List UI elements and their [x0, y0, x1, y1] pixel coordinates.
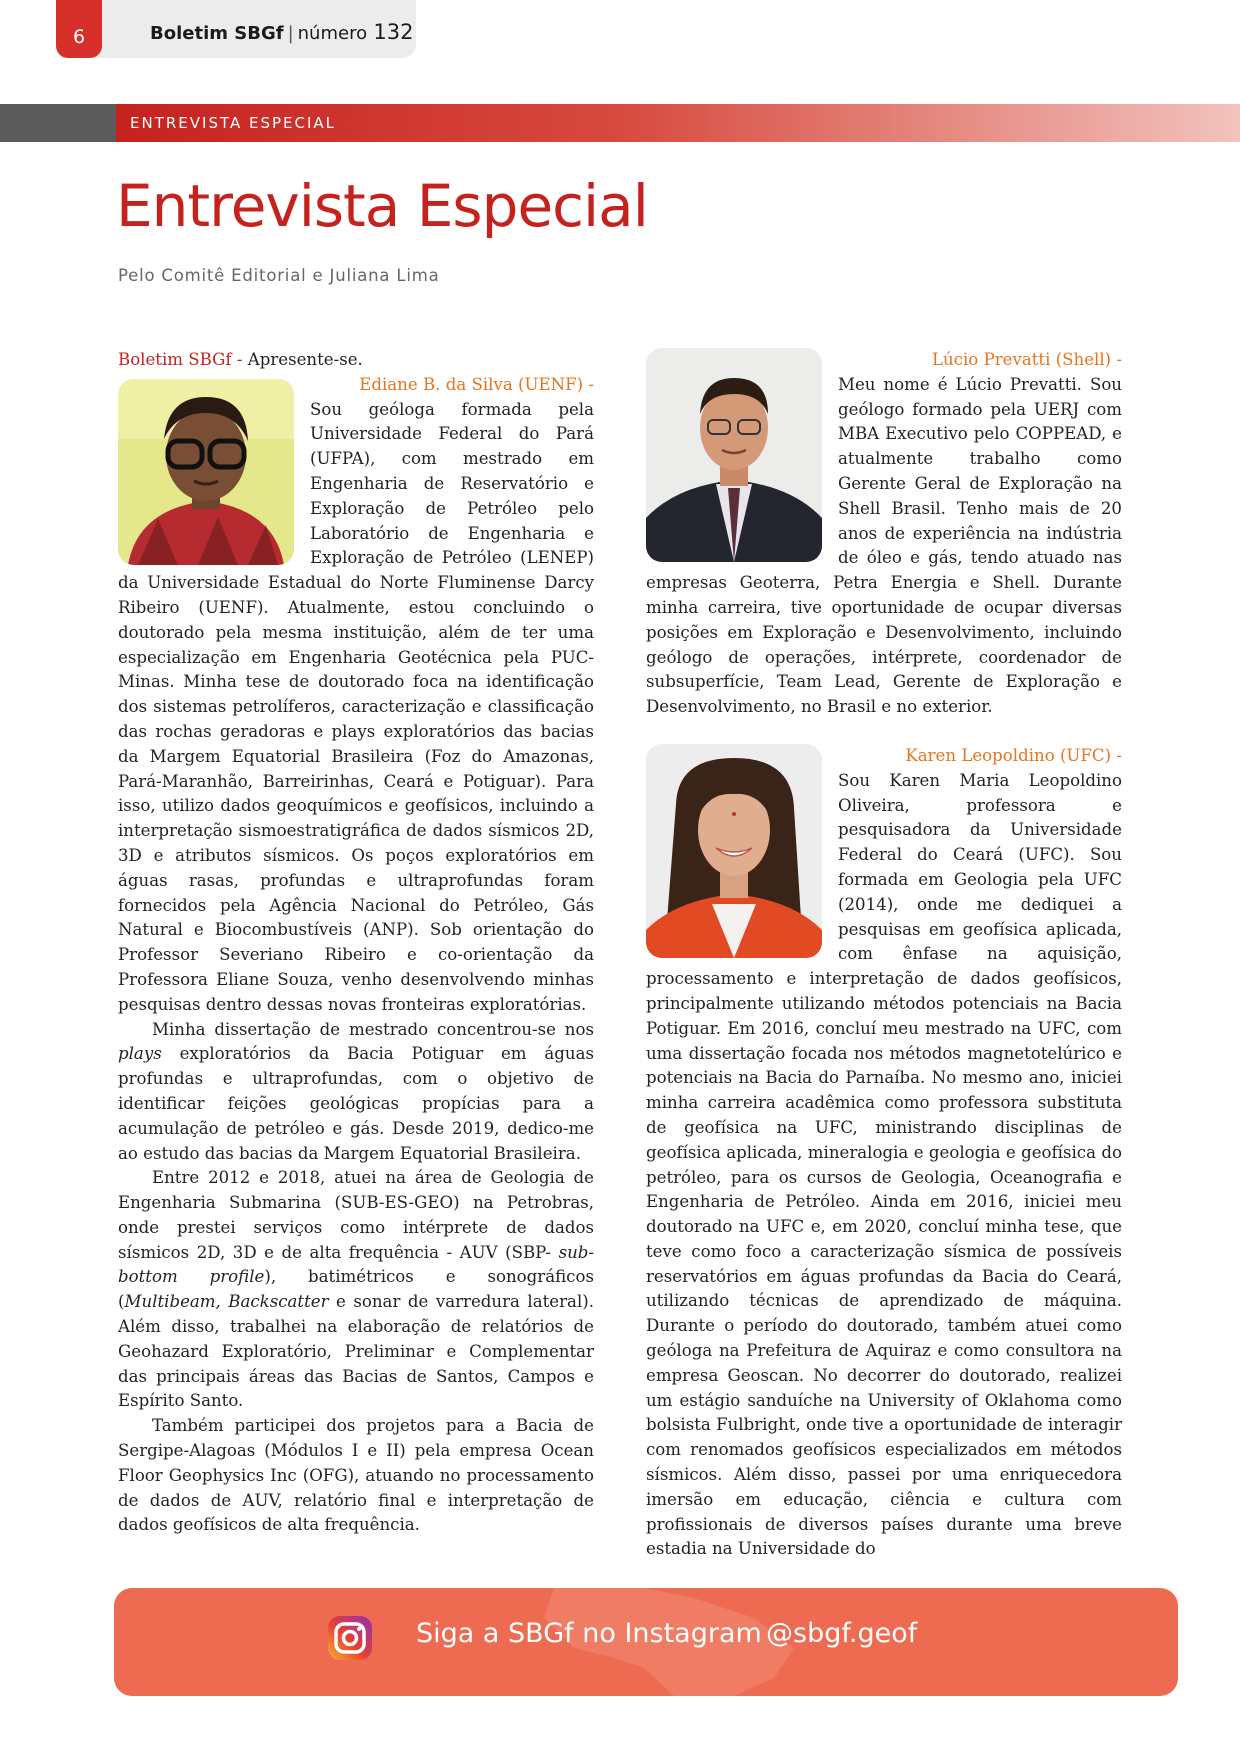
paragraph-4: Também participei dos projetos para a Bacia de Sergipe-Alagoas (Módulos I e II) pela empresa Ocean Floor Geophysics Inc (OFG), atuando no processamento de dados de AUV, relatório final e interpretação de dados geofísicos de alta frequência. — [118, 1416, 594, 1535]
right-column — [646, 348, 1122, 1562]
page-number: 6 — [56, 0, 102, 58]
intro-karen: Sou Karen Maria Leopoldino Oliveira, professora e pesquisadora da Universidade Federal do Ceará (UFC). Sou formada em Geologia pela UFC (2014), onde me dediquei a pesquisas em geofísica aplicada, com ênfase na aquisição, processamento e interpretação de dados geofísicos, principalmente utilizando métodos potenciais na Bacia Potiguar. Em 2016, concluí meu mestrado na UFC, com uma dissertação focada nos métodos magnetotelúrico e potenciais na Bacia do Parnaíba. No mesmo ano, iniciei minha carreira acadêmica como professora substituta de geofísica na UFC, ministrando disciplinas de geofísica aplicada, mineralogia e geologia e geofísica do petróleo, para os cursos de Geologia, Oceanografia e Engenharia de Petróleo. Ainda em 2016, iniciei meu doutorado na UFC e, em 2020, concluí minha tese, que teve como foco a caracterização sísmica de possíveis reservatórios em águas profundas da Bacia do Ceará, utilizando técnicas de aprendizado de máquina. Durante o período do doutorado, também atuei como geóloga na Prefeitura de Aquiraz e como consultora na empresa Geoscan. No decorrer do doutorado, realizei um estágio sanduíche na University of Oklahoma como bolsista Fulbright, onde tive a oportunidade de interagir com renomados geofísicos especializados em métodos sísmicos. Além disso, passei por uma enriquecedora imersão em educação, ciência e cultura com profissionais de diversos países durante uma breve estadia na Universidade do — [646, 770, 1123, 1559]
intro-ediane: Sou geóloga formada pela Universidade Federal do Pará (UFPA), com mestrado em Engenharia de Reservatório e Exploração de Petróleo pelo Laboratório de Engenharia e Exploração de Petróleo (LENEP) da Universidade Estadual do Norte Fluminense Darcy Ribeiro (UENF). Atualmente, estou concluindo o doutorado pela mesma instituição, além de ter uma especialização em Engenharia Geotécnica pela PUC-Minas. Minha tese de doutorado foca na identificação dos sistemas petrolíferos, caracterização e classificação das rochas geradoras e plays exploratórios das bacias da Margem Equatorial Brasileira (Foz do Amazonas, Pará-Maranhão, Barreirinhas, Ceará e Potiguar). Para isso, utilizo dados geoquímicos e geofísicos, incluindo a interpretação sismoestratigráfica de dados sísmicos 2D, 3D e atributos sísmicos. Os poços exploratórios em águas rasas, profundas e ultraprofundas foram fornecidos pela Agência Nacional do Petróleo, Gás Natural e Biocombustíveis (ANP). Sob orientação do Professor Severiano Ribeiro e co-orientação da Professora Eliane Souza, venho desenvolvendo minhas pesquisas dentro dessas novas fronteiras exploratórias. — [118, 399, 594, 1014]
spacer — [646, 720, 1122, 744]
paragraph-2: Minha dissertação de mestrado concentrou-se nos plays exploratórios da Bacia Potiguar em águas profundas e ultraprofundas, com o objetivo de identificar feições geológicas propícias para a acumulação de petróleo e gás. Desde 2019, dedico-me ao estudo das bacias da Margem Equatorial Brasileira. — [118, 1019, 594, 1163]
byline: Pelo Comitê Editorial e Juliana Lima — [118, 266, 440, 285]
paragraph-3: Entre 2012 e 2018, atuei na área de Geologia de Engenharia Submarina (SUB-ES-GEO) na Petrobras, onde prestei serviços como intérprete de dados sísmicos 2D, 3D e de alta frequência - AUV (SBP- sub-bottom profile), batimétricos e sonográficos (Multibeam, Backscatter e sonar de varredura lateral). Além disso, trabalhei na elaboração de relatórios de Geohazard Exploratório, Preliminar e Complementar das principais áreas das Bacias de Santos, Campos e Espírito Santo. — [118, 1168, 595, 1411]
person-name-karen: Karen Leopoldino (UFC) - — [905, 745, 1122, 765]
publication-name: Boletim SBGf — [150, 23, 284, 44]
person-name-lucio: Lúcio Prevatti (Shell) - — [932, 350, 1122, 369]
page-title: Entrevista Especial — [116, 172, 648, 240]
header-separator: | — [287, 23, 294, 44]
question-text: Apresente-se. — [242, 350, 363, 369]
portrait-ediane — [118, 379, 294, 565]
intro-lucio: Meu nome é Lúcio Prevatti. Sou geólogo formado pela UERJ com MBA Executivo pelo COPPEAD, e atualmente trabalho como Gerente Geral de Exploração na Shell Brasil. Tenho mais de 20 anos de experiência na indústria de óleo e gás, tendo atuado nas empresas Geoterra, Petra Energia e Shell. Durante minha carreira, tive oportunidade de ocupar diversas posições em Exploração e Desenvolvimento, incluindo geólogo de operações, intérprete, coordenador de subsuperfície, Team Lead, Gerente de Exploração e Desenvolvimento, no Brasil e no exterior. — [646, 374, 1122, 717]
instagram-icon[interactable] — [326, 1614, 374, 1662]
person-name-ediane: Ediane B. da Silva (UENF) - — [359, 374, 594, 394]
instagram-handle[interactable]: @sbgf.geof — [766, 1618, 918, 1649]
question-label: Boletim SBGf - — [118, 350, 243, 369]
issue-number: 132 — [373, 20, 414, 44]
banner-text: Siga a SBGf no Instagram — [416, 1618, 762, 1649]
portrait-lucio — [646, 348, 822, 562]
section-bar-accent — [0, 104, 116, 142]
instagram-banner[interactable] — [114, 1588, 1178, 1696]
portrait-karen — [646, 744, 822, 958]
question-line — [118, 348, 594, 373]
issue-label: número — [297, 23, 368, 44]
left-column — [118, 348, 594, 1538]
running-header — [150, 20, 413, 44]
section-label: ENTREVISTA ESPECIAL — [130, 114, 337, 132]
